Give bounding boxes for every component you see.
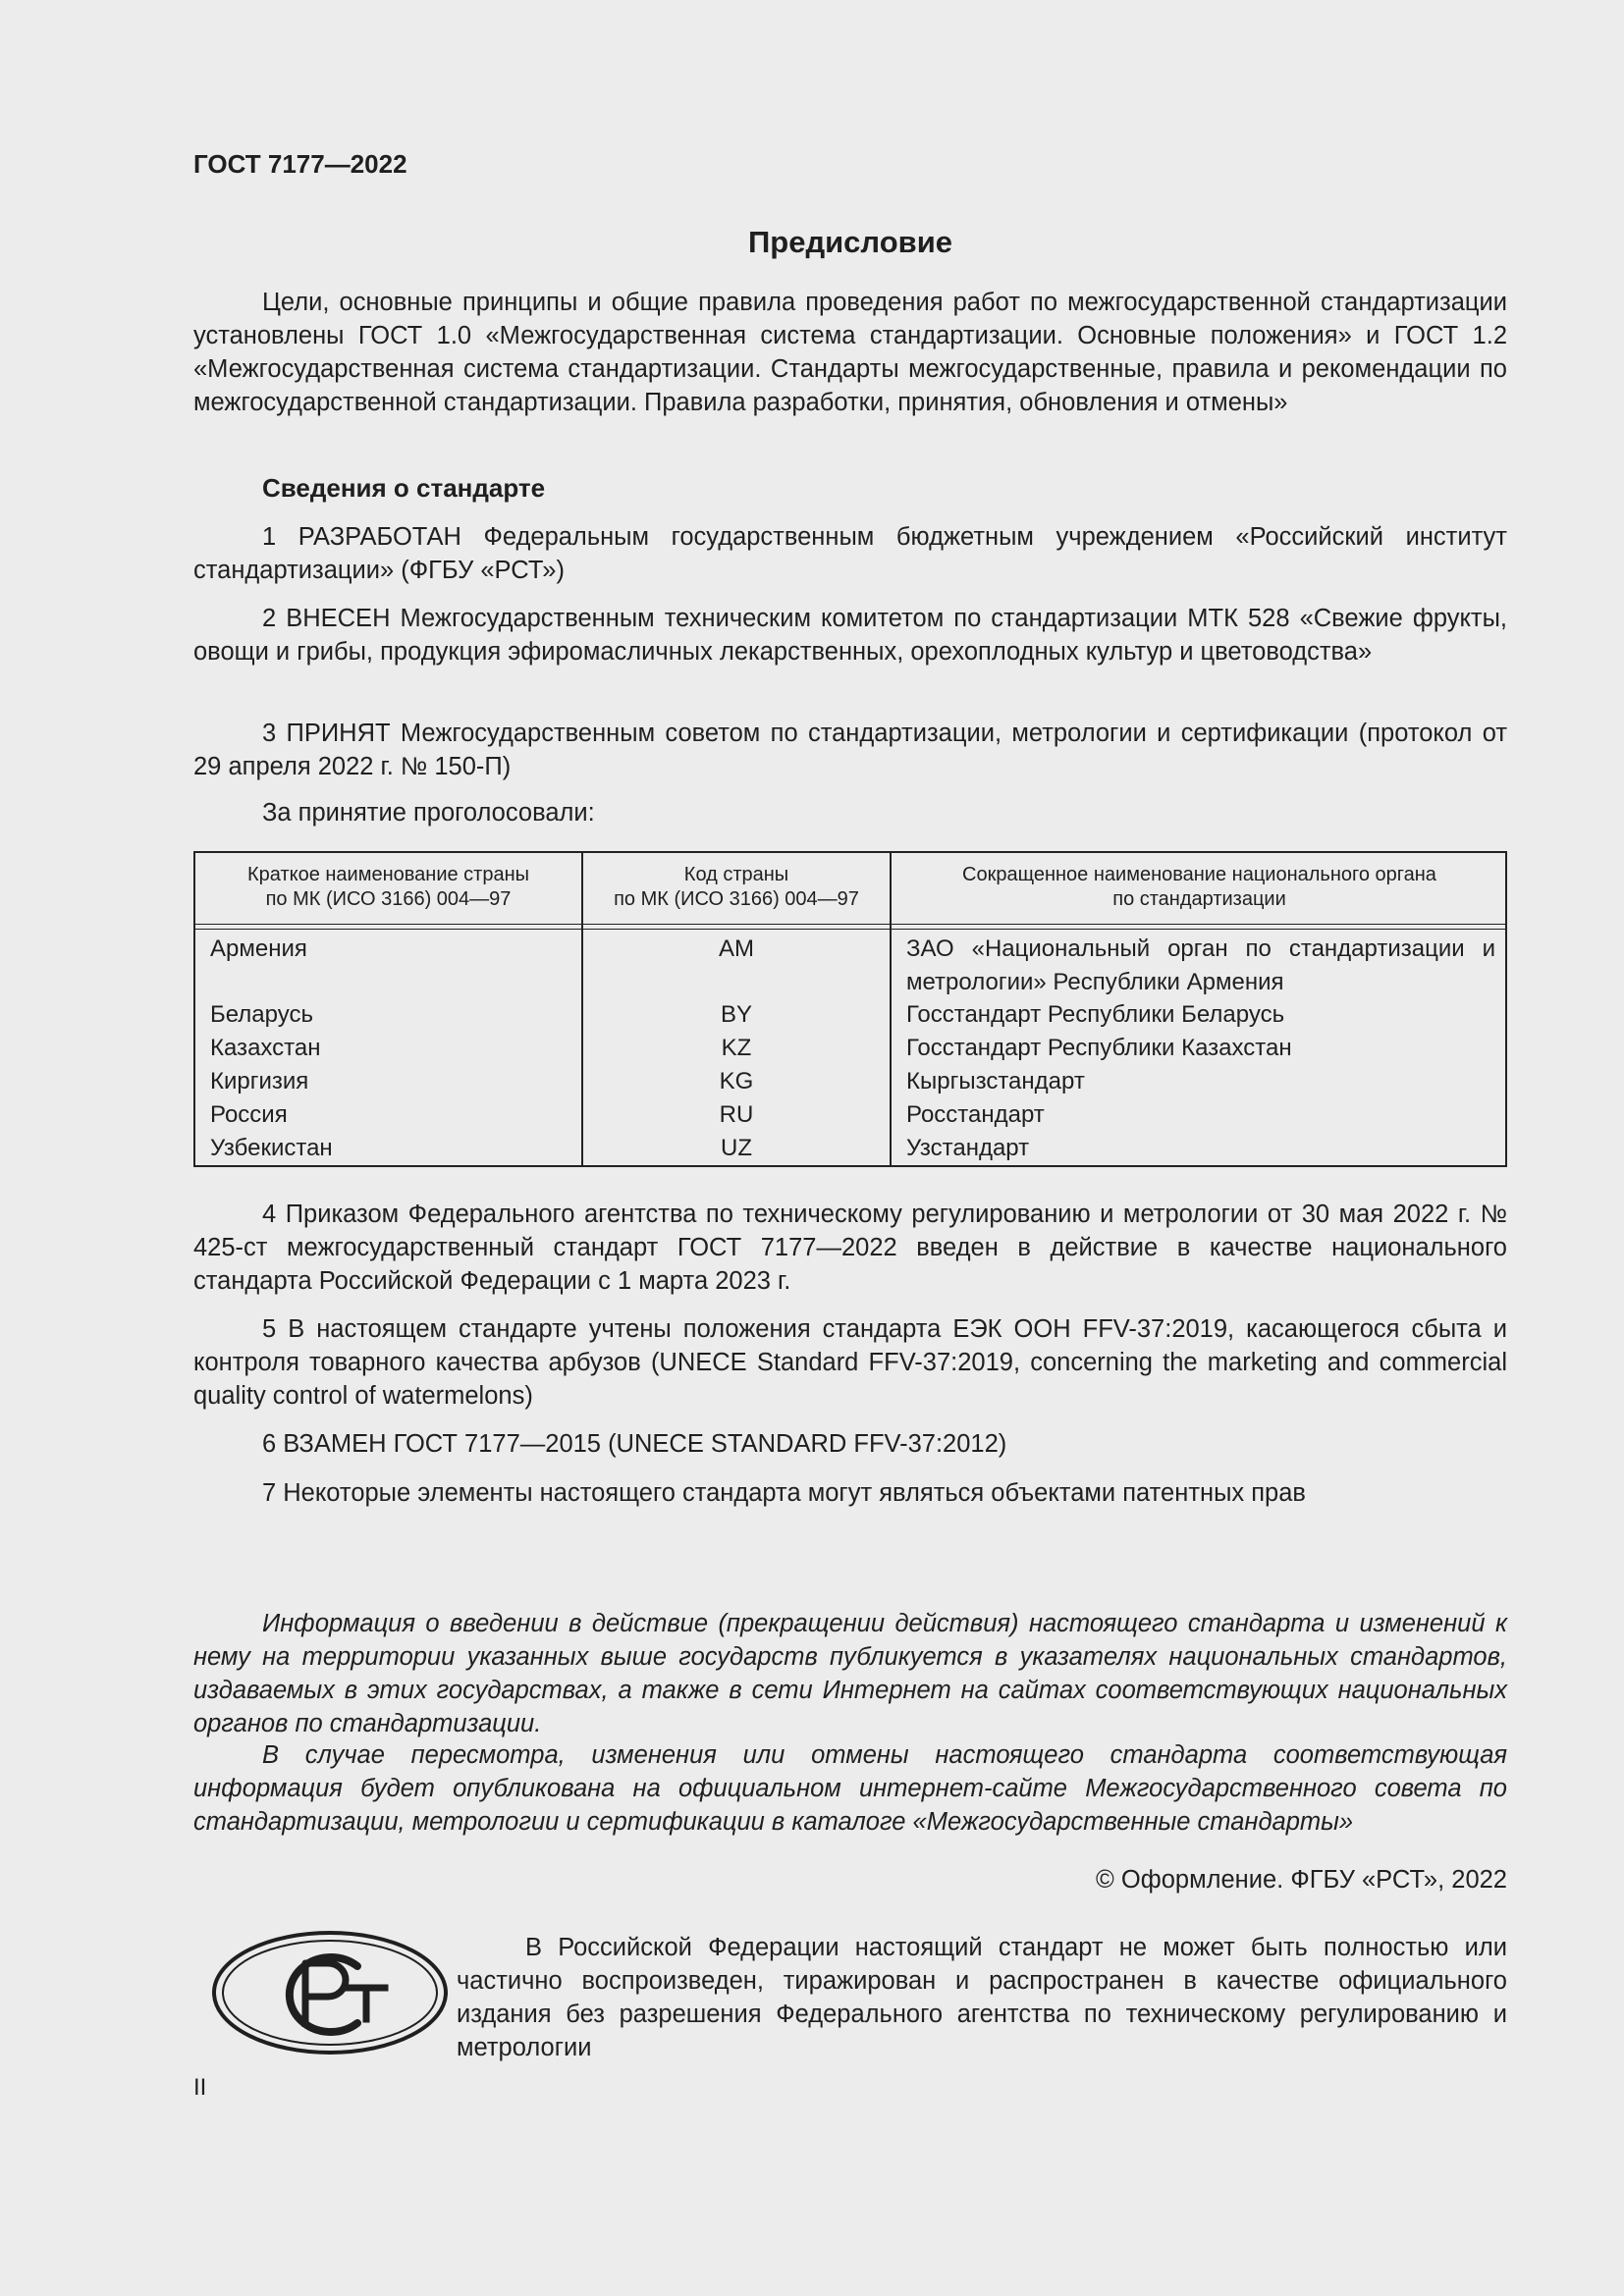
- page-number: II: [193, 2074, 207, 2101]
- table-cell-code: KZ: [721, 1035, 752, 1061]
- table-cell-country: Беларусь: [210, 1001, 313, 1028]
- table-header-country: Краткое наименование страны по МК (ИСО 3166) 004—97: [246, 864, 530, 910]
- table-cell-code: RU: [719, 1101, 754, 1128]
- table-cell-country: Казахстан: [210, 1035, 321, 1061]
- item-2: 2 ВНЕСЕН Межгосударственным техническим комитетом по стандартизации МТК 528 «Свежие фрукты, овощи и грибы, продукция эфиромасличных лекарственных, орехоплодных культур и цветоводства»: [193, 605, 1507, 666]
- table-cell-org: Кыргызстандарт: [906, 1068, 1085, 1095]
- rights-paragraph: В Российской Федерации настоящий стандарт не может быть полностью или частично воспроизведен, тиражирован и распространен в качестве официального издания без разрешения Федерального агентства по техническому регулированию и метрологии: [457, 1934, 1507, 2061]
- document-header: ГОСТ 7177—2022: [193, 149, 407, 179]
- table-cell-country: Россия: [210, 1101, 288, 1128]
- notice-paragraph-2: В случае пересмотра, изменения или отмены настоящего стандарта соответствующая информация будет опубликована на официальном интернет-сайте Межгосударственного совета по стандартизации, метрологии и сертификации в каталоге «Межгосударственные стандарты»: [193, 1741, 1507, 1836]
- table-cell-org: Госстандарт Республики Беларусь: [906, 1001, 1285, 1028]
- item-5: 5 В настоящем стандарте учтены положения стандарта ЕЭК ООН FFV-37:2019, касающегося сбыта и контроля товарного качества арбузов (UNECE Standard FFV-37:2019, concerning the marketing and commercial quality control of watermelons): [193, 1315, 1507, 1410]
- item-1: 1 РАЗРАБОТАН Федеральным государственным бюджетным учреждением «Российский институт стандартизации» (ФГБУ «РСТ»): [193, 523, 1507, 584]
- page-title: Предисловие: [747, 225, 952, 259]
- item-4: 4 Приказом Федерального агентства по техническому регулированию и метрологии от 30 мая 2022 г. № 425-ст межгосударственный стандарт ГОСТ 7177—2022 введен в действие в качестве национального стандарта Российской Федерации с 1 марта 2023 г.: [193, 1201, 1507, 1295]
- vote-label: За принятие проголосовали:: [262, 799, 595, 827]
- item-3: 3 ПРИНЯТ Межгосударственным советом по стандартизации, метрологии и сертификации (протокол от 29 апреля 2022 г. № 150-П): [193, 720, 1507, 780]
- item-6: 6 ВЗАМЕН ГОСТ 7177—2015 (UNECE STANDARD FFV-37:2012): [262, 1430, 1007, 1458]
- intro-paragraph: Цели, основные принципы и общие правила проведения работ по межгосударственной стандартизации установлены ГОСТ 1.0 «Межгосударственная система стандартизации. Основные положения» и ГОСТ 1.2 «Межгосударственная система стандартизации. Стандарты межгосударственные, правила и рекомендации по межгосударственной стандартизации. Правила разработки, принятия, обновления и отмены»: [193, 289, 1507, 416]
- notice-paragraph-1: Информация о введении в действие (прекращении действия) настоящего стандарта и изменений к нему на территории указанных выше государств публикуется в указателях национальных стандартов, издаваемых в этих государствах, а также в сети Интернет на сайтах соответствующих национальных органов по стандартизации.: [193, 1610, 1507, 1737]
- table-cell-code: UZ: [721, 1135, 752, 1161]
- members-table: [193, 851, 1507, 1167]
- table-cell-code: KG: [719, 1068, 754, 1095]
- header-divider: [195, 924, 1505, 925]
- table-cell-org: Росстандарт: [906, 1101, 1045, 1128]
- header-divider: [195, 929, 1505, 930]
- copyright-line: © Оформление. ФГБУ «РСТ», 2022: [1096, 1866, 1507, 1894]
- table-cell-code: BY: [720, 1001, 752, 1028]
- table-cell-code: AM: [719, 935, 754, 962]
- table-header-code: Код страны по МК (ИСО 3166) 004—97: [614, 864, 859, 910]
- table-header-org: Сокращенное наименование национального органа по стандартизации: [962, 864, 1436, 910]
- table-cell-country: Узбекистан: [210, 1135, 333, 1161]
- rst-logo-icon: [210, 1929, 451, 2056]
- table-cell-country: Армения: [210, 935, 307, 962]
- item-7: 7 Некоторые элементы настоящего стандарта могут являться объектами патентных прав: [262, 1479, 1306, 1507]
- table-cell-country: Киргизия: [210, 1068, 309, 1095]
- table-cell-org: Госстандарт Республики Казахстан: [906, 1035, 1292, 1061]
- table-cell-org: Узстандарт: [906, 1135, 1030, 1161]
- section-subheading: Сведения о стандарте: [262, 473, 546, 503]
- table-cell-org: ЗАО «Национальный орган по стандартизации и метрологии» Республики Армения: [906, 935, 1495, 995]
